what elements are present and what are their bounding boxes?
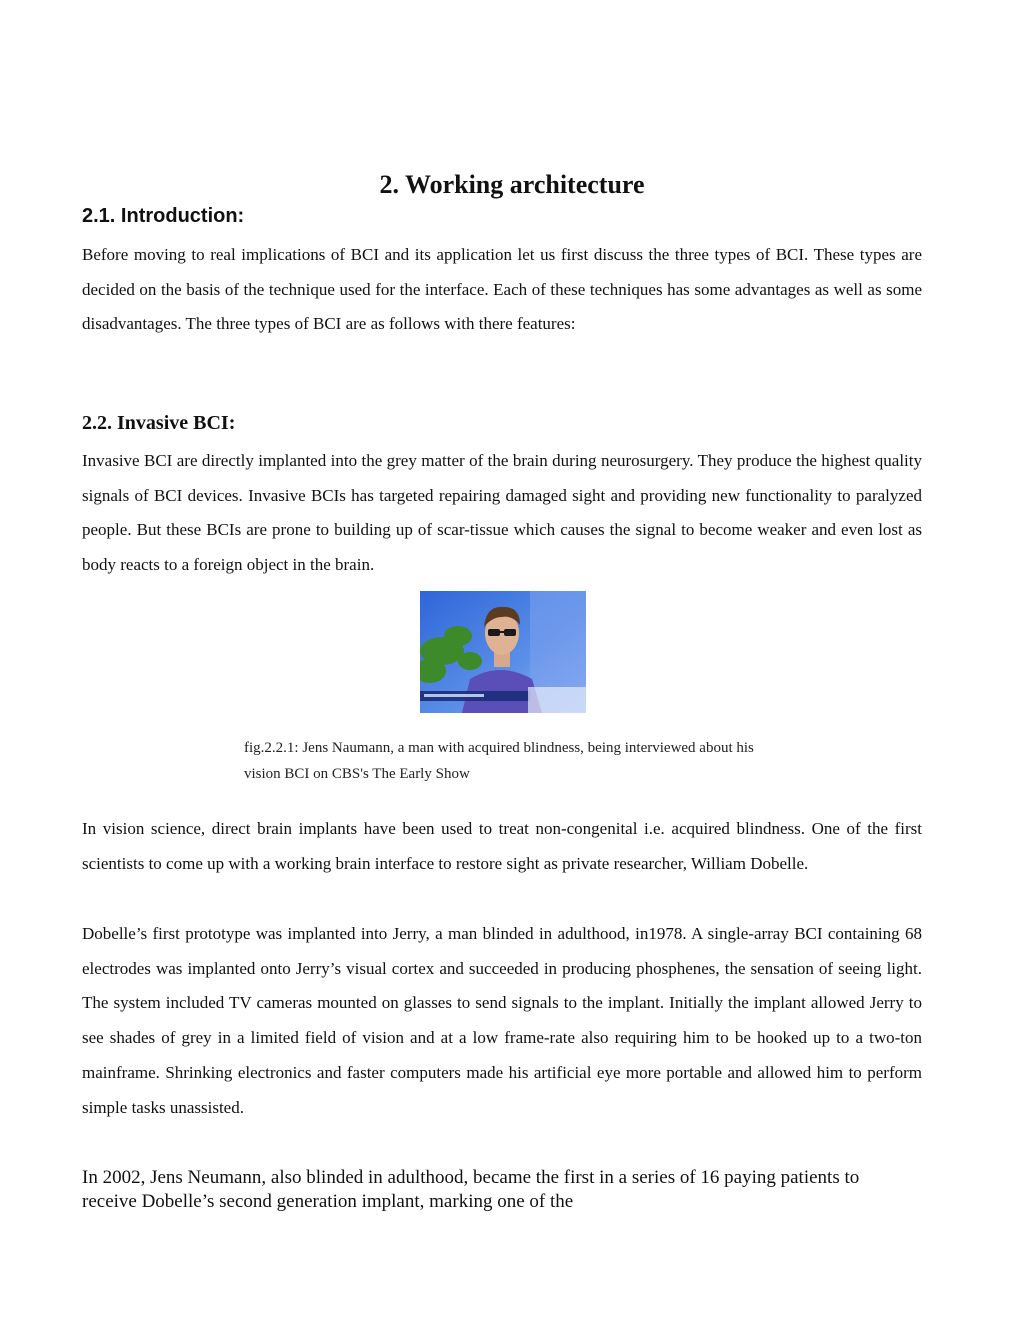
chapter-title: 2. Working architecture [379, 170, 645, 199]
figure-photo [420, 591, 586, 713]
vision-science-paragraph: In vision science, direct brain implants have been used to treat non-congenital i.e. acquired blindness. One of the first scientists to come up with a working brain interface to restore sight as private researcher, William Dobelle. [82, 819, 922, 873]
jens-neumann-paragraph: In 2002, Jens Neumann, also blinded in adulthood, became the first in a series of 16 paying patients to receive Dobelle’s second generation implant, marking one of the [82, 1167, 860, 1212]
dobelle-prototype-paragraph: Dobelle’s first prototype was implanted into Jerry, a man blinded in adulthood, in1978. A single-array BCI containing 68 electrodes was implanted onto Jerry’s visual cortex and succeeded in producing phosphenes, the sensation of seeing light. The system included TV cameras mounted on glasses to send signals to the implant. Initially the implant allowed Jerry to see shades of grey in a limited field of vision and at a low frame-rate also requiring him to be hooked up to a two-ton mainframe. Shrinking electronics and faster computers made his artificial eye more portable and allowed him to perform simple tasks unassisted. [82, 924, 922, 1117]
figure-caption [244, 735, 784, 787]
figure-caption-line-2: vision BCI on CBS's The Early Show [244, 766, 470, 782]
introduction-paragraph: Before moving to real implications of BCI and its application let us first discuss the three types of BCI. These types are decided on the basis of the technique used for the interface. Each of these techniques has some advantages as well as some disadvantages. The three types of BCI are as follows with there features: [82, 245, 922, 334]
section-heading-introduction: 2.1. Introduction: [82, 205, 245, 227]
section-heading-invasive-bci: 2.2. Invasive BCI: [82, 412, 236, 434]
figure-caption-line-1: fig.2.2.1: Jens Naumann, a man with acquired blindness, being interviewed about his [244, 740, 754, 756]
invasive-bci-paragraph: Invasive BCI are directly implanted into the grey matter of the brain during neurosurgery. They produce the highest quality signals of BCI devices. Invasive BCIs has targeted repairing damaged sight and providing new functionality to paralyzed people. But these BCIs are prone to building up of scar-tissue which causes the signal to become weaker and even lost as body reacts to a foreign object in the brain. [82, 451, 922, 575]
